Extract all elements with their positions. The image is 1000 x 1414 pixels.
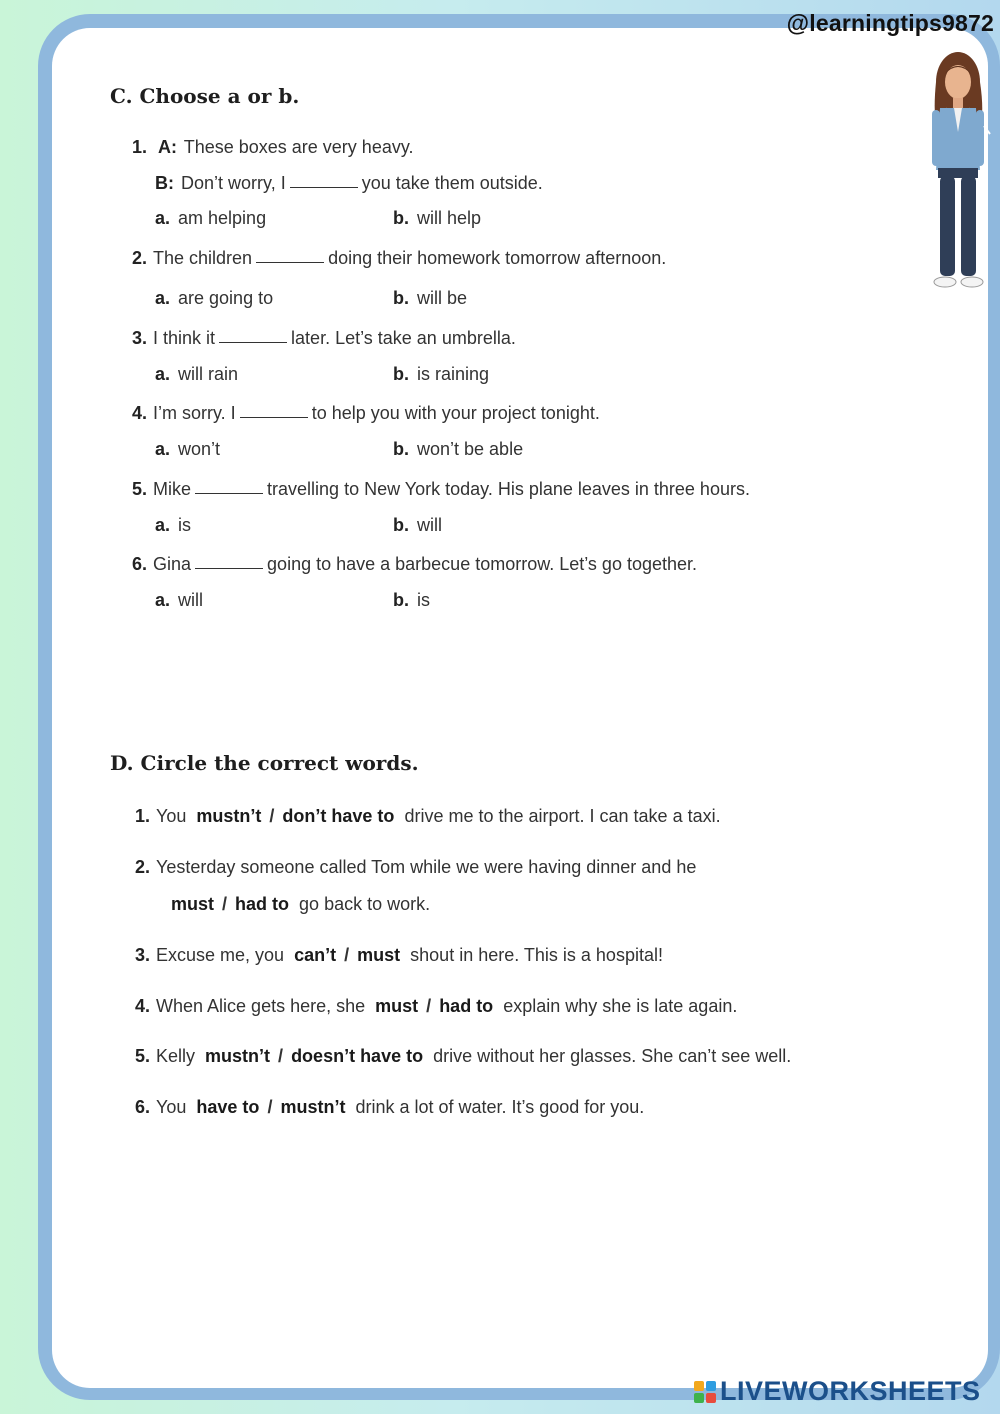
c-q5-option-b[interactable]: b. will — [393, 515, 442, 535]
c-question-1 — [132, 137, 414, 158]
answer-blank — [195, 567, 263, 569]
c-q6-option-a[interactable]: a. will — [155, 590, 204, 610]
liveworksheets-brand: LIVEWORKSHEETS — [720, 1376, 981, 1406]
section-c-title: C. Choose a or b. — [110, 84, 300, 108]
reply-text-before: Don’t worry, I — [181, 173, 286, 193]
c-q2-option-a[interactable]: a. are going to — [155, 288, 274, 308]
c-q1-option-b[interactable]: b. will help — [393, 208, 482, 228]
answer-blank — [219, 341, 287, 343]
question-number: 1. — [132, 137, 148, 157]
liveworksheets-logo-icon — [694, 1381, 716, 1403]
word-choice-2[interactable]: mustn’t — [280, 1097, 346, 1117]
c-question-4: 4. I’m sorry. I to help you with your project tonight. — [132, 403, 600, 423]
d-question-4: 4. When Alice gets here, she must / had to explain why she is late again. — [135, 996, 738, 1016]
c-q3-option-b[interactable]: b. is raining — [393, 364, 490, 384]
d-question-2-line-2: must / had to go back to work. — [171, 894, 431, 914]
answer-blank — [256, 261, 324, 263]
c-question-6: 6. Gina going to have a barbecue tomorrow. Let’s go together. — [132, 554, 698, 574]
answer-blank — [240, 416, 308, 418]
d-question-5: 5. Kelly mustn’t / doesn’t have to drive without her glasses. She can’t see well. — [135, 1046, 792, 1066]
c-question-5: 5. Mike travelling to New York today. His plane leaves in three hours. — [132, 479, 750, 499]
channel-handle: @learningtips9872 — [786, 10, 994, 36]
c-question-1-reply — [155, 173, 543, 194]
c-q3-option-a[interactable]: a. will rain — [155, 364, 239, 384]
speaker-a-label: A: — [158, 137, 178, 157]
word-choice-2[interactable]: don’t have to — [282, 806, 395, 826]
d-question-1: 1. You mustn’t / don’t have to drive me to the airport. I can take a taxi. — [135, 806, 721, 826]
word-choice-1[interactable]: must — [171, 894, 215, 914]
word-choice-2[interactable]: had to — [439, 996, 494, 1016]
answer-blank — [195, 492, 263, 494]
word-choice-1[interactable]: must — [375, 996, 419, 1016]
liveworksheets-watermark — [694, 1376, 981, 1407]
speaker-b-label: B: — [155, 173, 174, 193]
c-q2-option-b[interactable]: b. will be — [393, 288, 468, 308]
c-question-2: 2. The children doing their homework tomorrow afternoon. — [132, 248, 667, 268]
word-choice-1[interactable]: have to — [196, 1097, 260, 1117]
c-q6-option-b[interactable]: b. is — [393, 590, 430, 610]
word-choice-1[interactable]: mustn’t — [205, 1046, 271, 1066]
d-question-3: 3. Excuse me, you can’t / must shout in here. This is a hospital! — [135, 945, 663, 965]
section-d-title: D. Circle the correct words. — [110, 751, 419, 775]
c-q1-option-a[interactable]: a. am helping — [155, 208, 267, 228]
reply-text-after: you take them outside. — [361, 173, 543, 193]
word-choice-2[interactable]: doesn’t have to — [291, 1046, 424, 1066]
d-question-6: 6. You have to / mustn’t drink a lot of water. It’s good for you. — [135, 1097, 645, 1117]
c-q4-option-b[interactable]: b. won’t be able — [393, 439, 524, 459]
d-question-2: 2. Yesterday someone called Tom while we were having dinner and he — [135, 857, 697, 877]
c-q4-option-a[interactable]: a. won’t — [155, 439, 221, 459]
c-q5-option-a[interactable]: a. is — [155, 515, 192, 535]
word-choice-1[interactable]: mustn’t — [196, 806, 262, 826]
c-question-3: 3. I think it later. Let’s take an umbrella. — [132, 328, 516, 348]
word-choice-2[interactable]: must — [357, 945, 401, 965]
word-choice-1[interactable]: can’t — [294, 945, 337, 965]
answer-blank — [290, 186, 358, 188]
word-choice-2[interactable]: had to — [235, 894, 290, 914]
speaker-a-text: These boxes are very heavy. — [183, 137, 414, 157]
